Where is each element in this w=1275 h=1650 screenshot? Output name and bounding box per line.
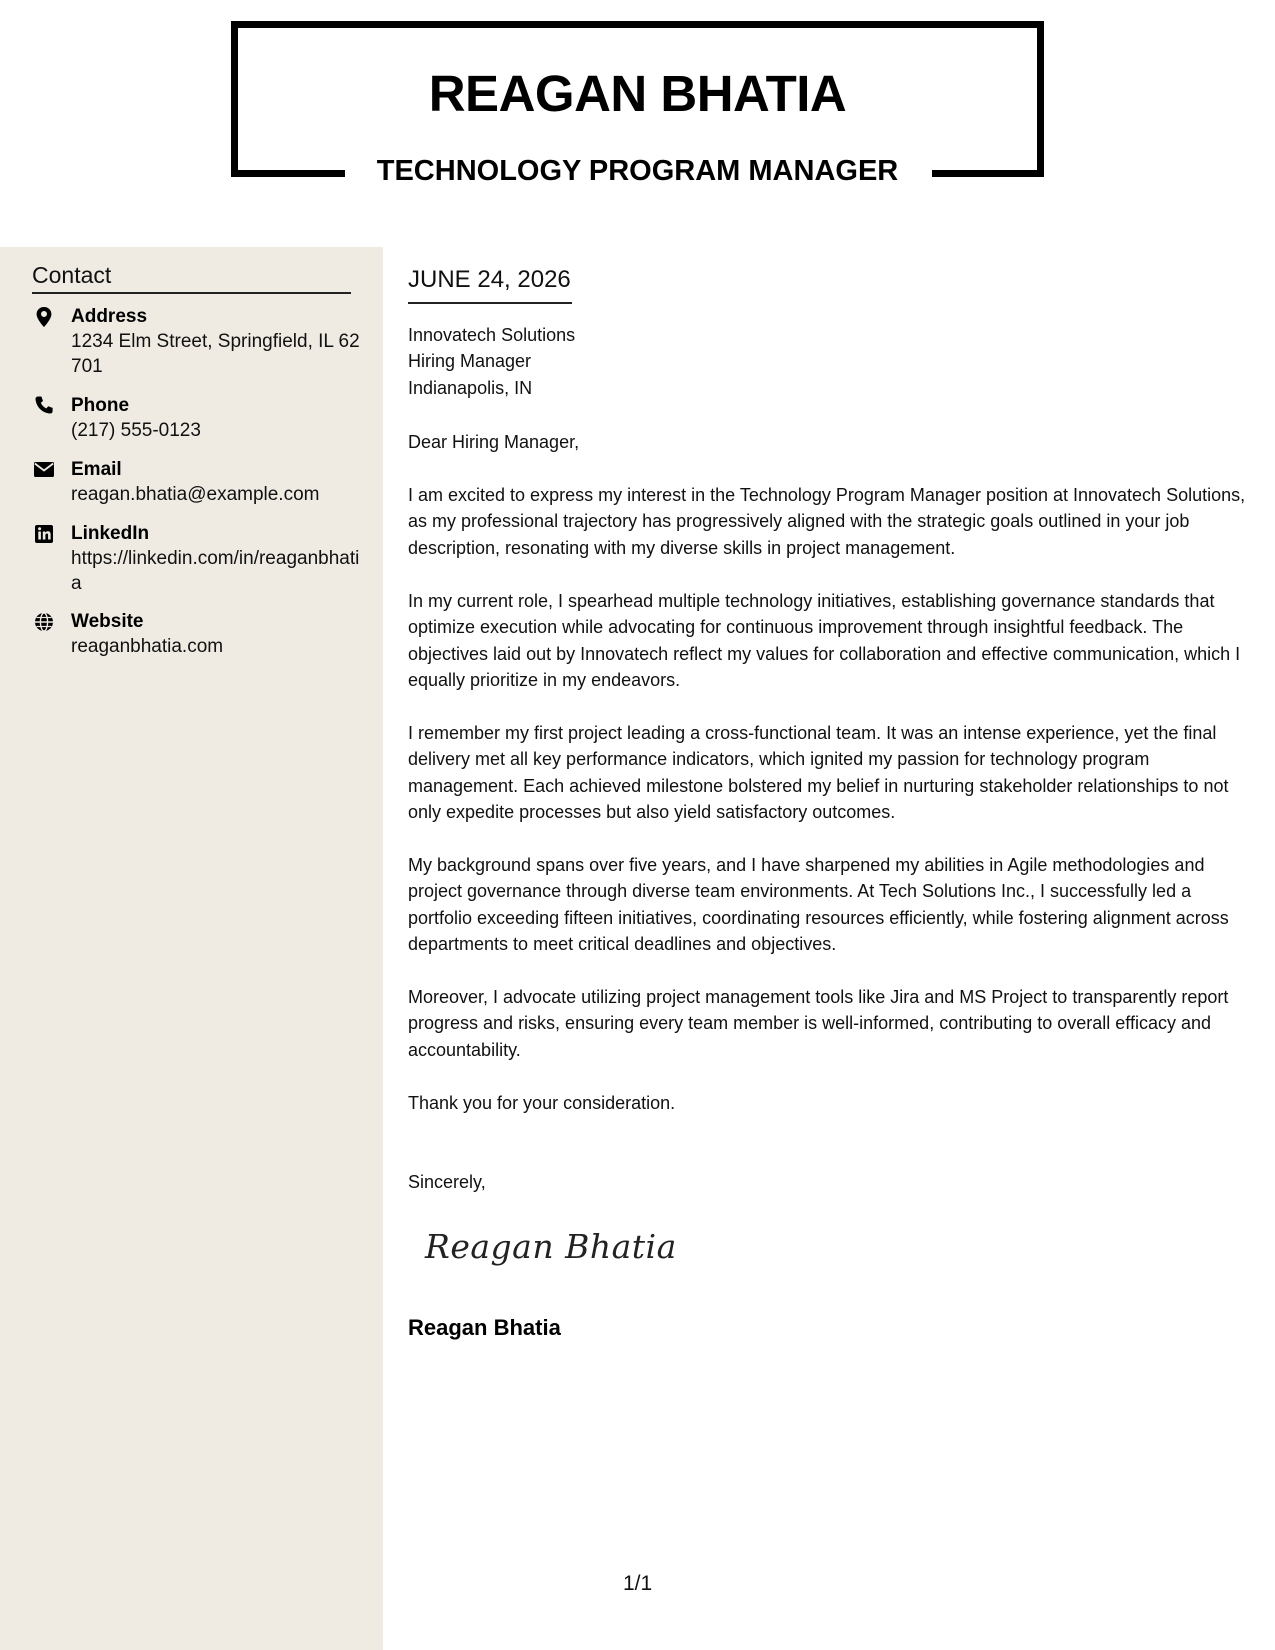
signer-name: Reagan Bhatia	[408, 1315, 561, 1340]
closing-thanks: Thank you for your consideration.	[408, 1093, 676, 1113]
name-heading: REAGAN BHATIA	[428, 65, 847, 122]
globe-icon	[32, 611, 56, 633]
date-divider	[408, 302, 572, 304]
contact-label: Website	[71, 611, 144, 632]
map-pin-icon	[32, 306, 56, 328]
body-paragraph: Moreover, I advocate utilizing project management tools like Jira and MS Project to transparently report progress and risks, ensuring every team member is well-informed, contributing to overall efficacy and accountability.	[408, 987, 1229, 1060]
contact-divider	[32, 292, 351, 294]
sign-off: Sincerely,	[408, 1172, 486, 1192]
recipient-company: Innovatech Solutions	[408, 325, 576, 345]
salutation: Dear Hiring Manager,	[408, 432, 580, 452]
job-title: TECHNOLOGY PROGRAM MANAGER	[376, 155, 899, 187]
contact-label: Email	[71, 459, 122, 480]
phone-icon	[32, 395, 56, 417]
contact-heading: Contact	[32, 262, 112, 288]
contact-label: Address	[71, 306, 148, 327]
phone-value: (217) 555-0123	[71, 420, 201, 441]
body-paragraph: I remember my first project leading a cross-functional team. It was an intense experience, yet the final delivery met all key performance indicators, which ignited my passion for technology program management. Each achieved milestone bolstered my belief in nurturing stakeholder relationships to not only expedite processes but also yield satisfactory outcomes.	[408, 723, 1229, 823]
address-value: 1234 Elm Street, Springfield, IL 62701	[71, 331, 360, 377]
recipient-title: Hiring Manager	[408, 351, 532, 371]
website-value: reaganbhatia.com	[71, 636, 224, 657]
letter-date: JUNE 24, 2026	[408, 266, 571, 293]
linkedin-icon	[32, 523, 56, 545]
body-paragraph: In my current role, I spearhead multiple technology initiatives, establishing governance standards that optimize execution while advocating for continuous improvement through insightful feedback. The objectives laid out by Innovatech reflect my values for collaboration and effective communication, which I equally prioritize in my endeavors.	[408, 591, 1241, 691]
email-value: reagan.bhatia@example.com	[71, 484, 320, 505]
contact-label: LinkedIn	[71, 523, 150, 544]
sidebar	[0, 247, 383, 1650]
envelope-icon	[32, 459, 56, 481]
contact-label: Phone	[71, 395, 130, 416]
page-number: 1/1	[623, 1572, 653, 1595]
handwritten-signature: Reagan Bhatia	[425, 1227, 677, 1266]
body-paragraph: My background spans over five years, and I have sharpened my abilities in Agile methodologies and project governance through diverse team environments. At Tech Solutions Inc., I successfully led a portfolio exceeding fifteen initiatives, coordinating resources efficiently, while fostering alignment across departments to meet critical deadlines and objectives.	[408, 855, 1229, 955]
recipient-location: Indianapolis, IN	[408, 378, 533, 398]
body-paragraph: I am excited to express my interest in the Technology Program Manager position at Innovatech Solutions, as my professional trajectory has progressively aligned with the strategic goals outlined in your job description, resonating with my diverse skills in project management.	[408, 485, 1246, 558]
linkedin-value: https://linkedin.com/in/reaganbhatia	[71, 548, 360, 594]
